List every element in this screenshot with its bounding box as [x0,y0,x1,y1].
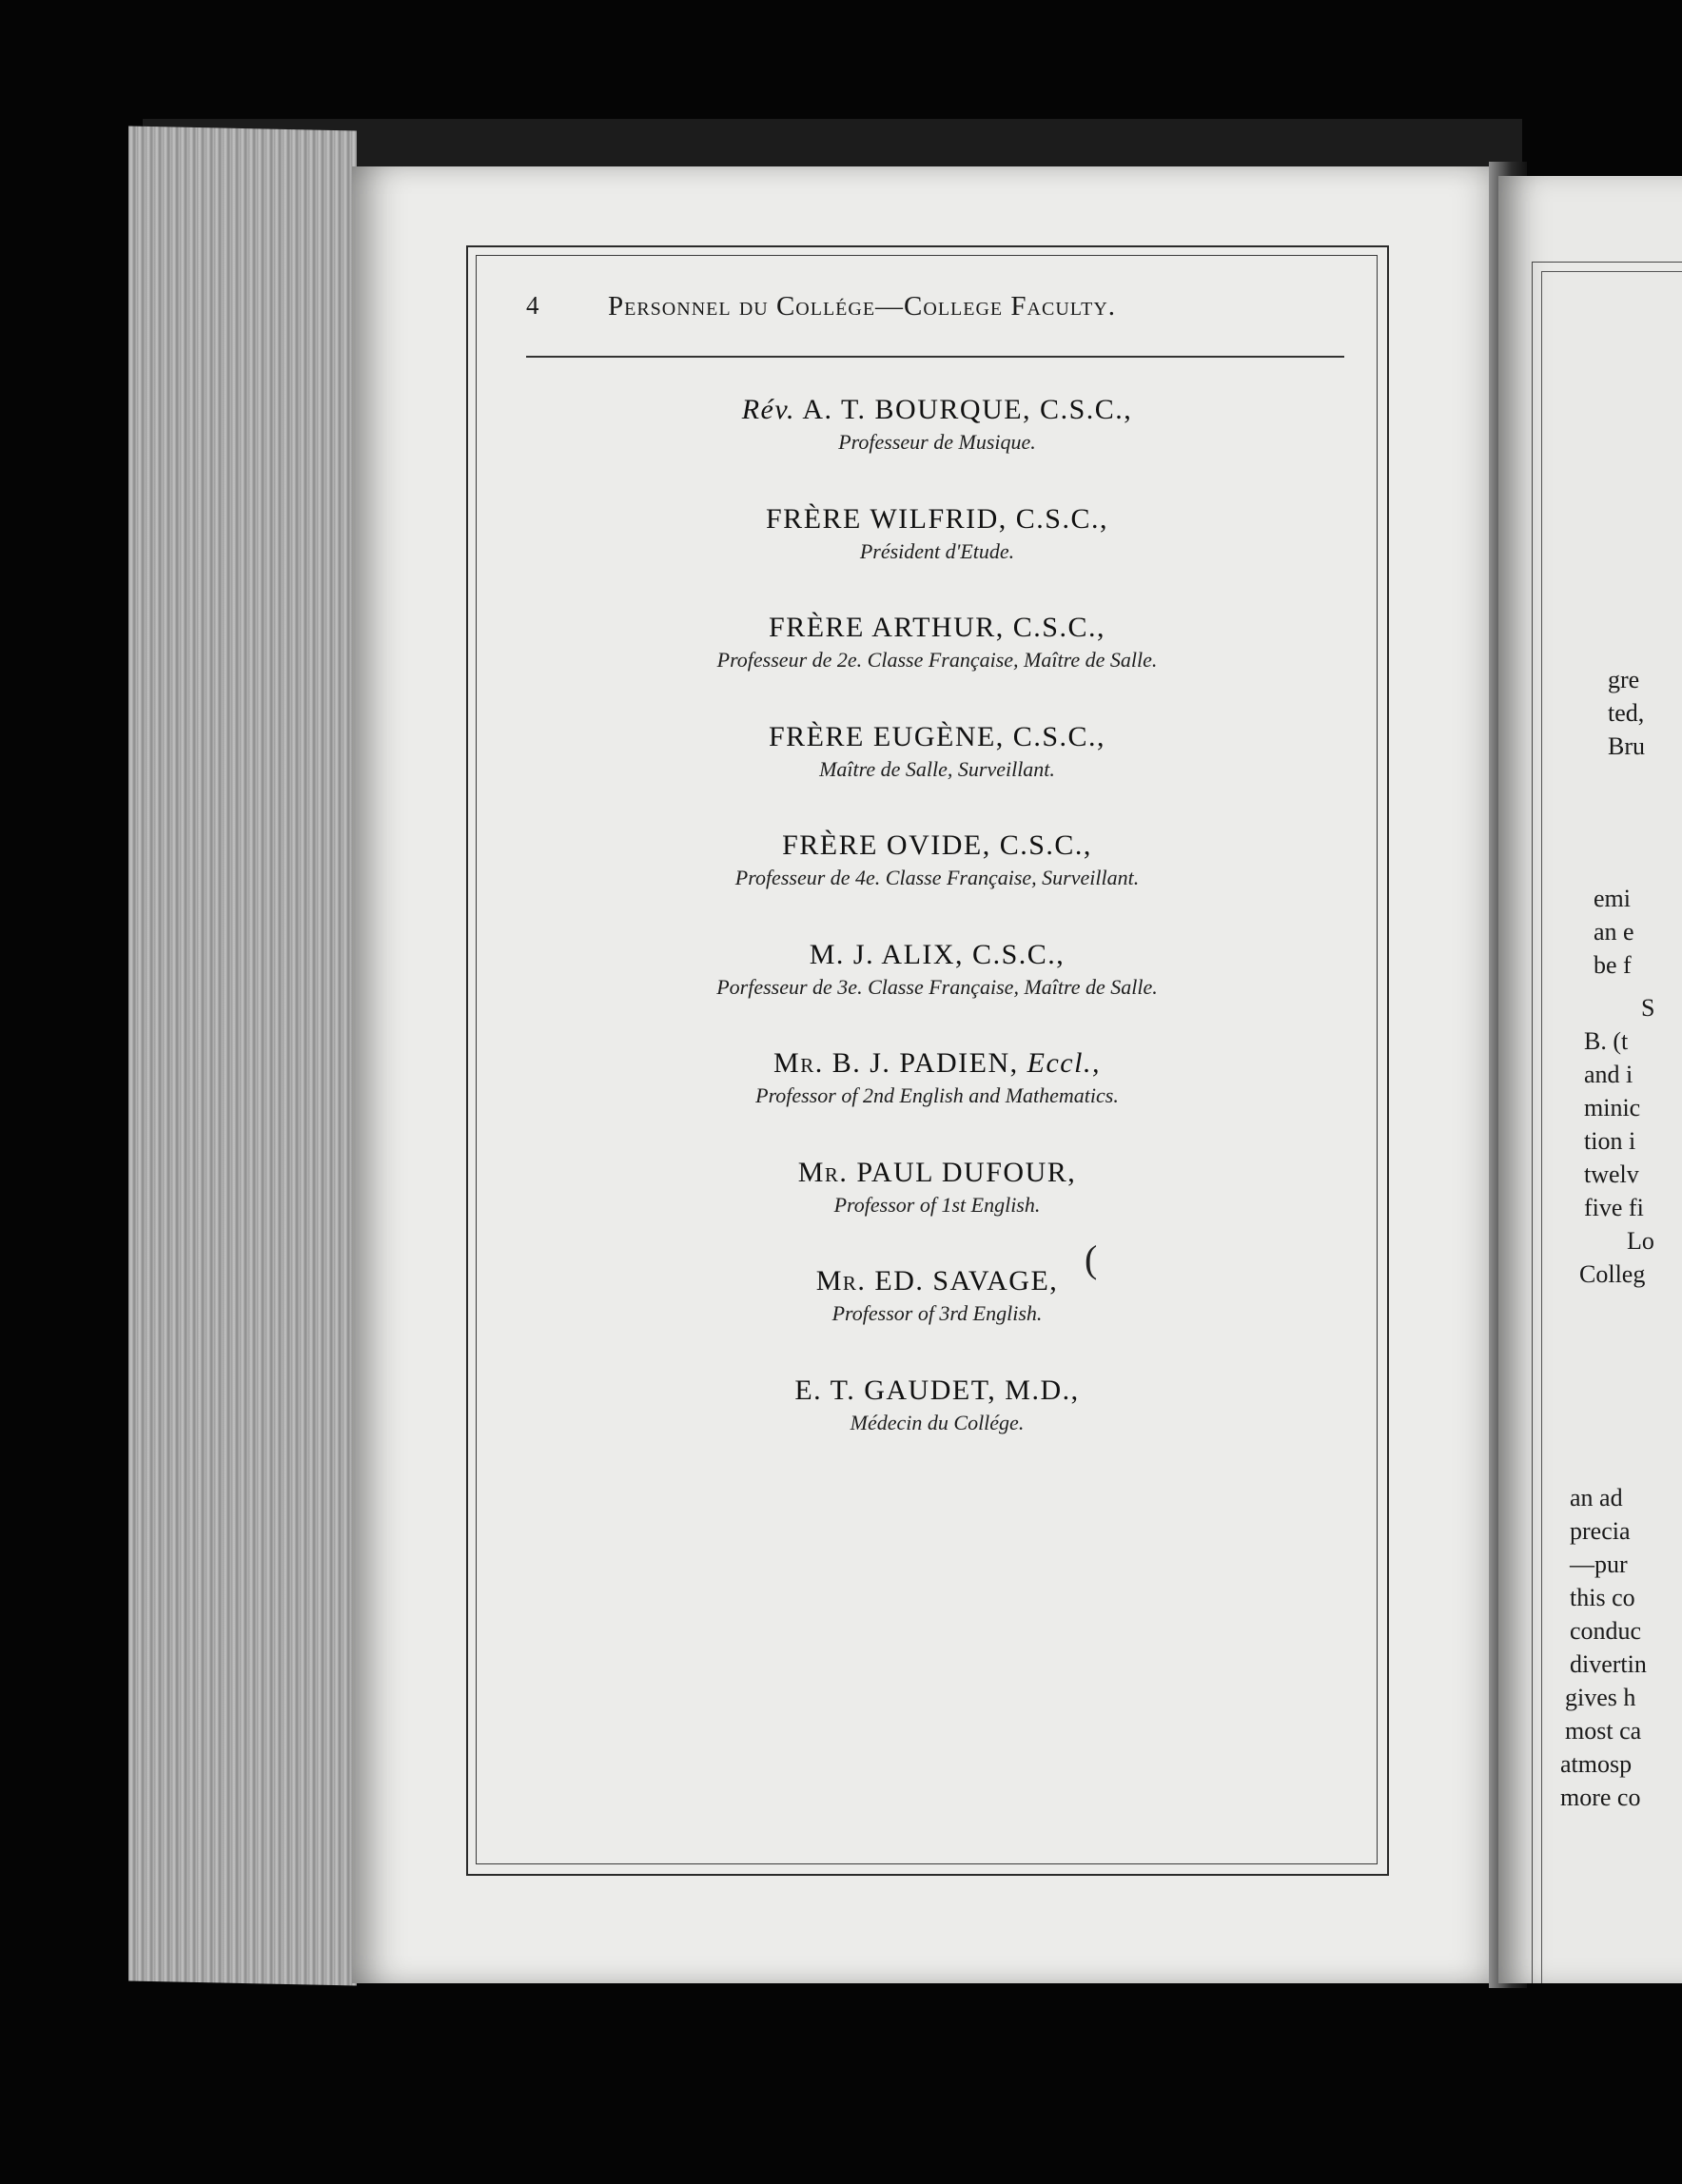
header-rule [526,356,1344,358]
name-text: B. J. PADIEN, [831,1047,1019,1079]
faculty-role: Professor of 2nd English and Mathematics. [755,1083,1119,1107]
right-page-line: B. (t [1584,1027,1629,1055]
right-page-line: twelv [1584,1160,1639,1188]
name-text: FRÈRE OVIDE, C.S.C., [782,829,1092,861]
right-page-line: more co [1560,1784,1641,1811]
page-header [526,291,1344,329]
faculty-role: Maître de Salle, Surveillant. [819,756,1055,781]
faculty-name [533,610,1341,646]
right-page-line: Bru [1608,732,1645,760]
faculty-name [533,937,1341,973]
right-page-line: Colleg [1579,1260,1646,1288]
name-text: FRÈRE ARTHUR, C.S.C., [769,612,1105,643]
name-prefix: Rév. [741,394,795,425]
faculty-role: Président d'Etude. [859,538,1015,563]
right-page-line: an ad [1570,1484,1623,1511]
name-text: ED. SAVAGE, [874,1265,1059,1297]
name-text: PAUL DUFOUR, [856,1156,1077,1188]
faculty-name [533,828,1341,864]
faculty-entry [533,937,1341,1046]
name-text: FRÈRE EUGÈNE, C.S.C., [768,720,1106,752]
right-page-line: emi [1594,885,1631,912]
right-page-line: minic [1584,1094,1641,1121]
name-text: A. T. BOURQUE, C.S.C., [802,394,1133,425]
faculty-role: Professeur de 4e. Classe Française, Surveillant. [734,866,1140,889]
faculty-entry [533,719,1341,829]
faculty-role: Professor of 1st English. [833,1192,1041,1217]
right-page-line: S [1641,994,1655,1022]
right-page-line: tion i [1584,1127,1636,1155]
right-page-line: this co [1570,1584,1635,1611]
faculty-name [533,1155,1341,1191]
right-page-line: gives h [1565,1684,1636,1711]
right-page-line: —pur [1570,1550,1628,1578]
page-number: 4 [526,291,540,320]
running-head: Personnel du Collége—College Faculty. [608,291,1117,322]
faculty-entry [533,392,1341,501]
faculty-name [533,719,1341,755]
page-edges [128,126,357,1985]
right-page-line: atmosp [1560,1750,1633,1778]
faculty-role: Médecin du Collége. [850,1410,1025,1434]
right-page-line: Lo [1627,1227,1654,1255]
right-page-line: an e [1594,918,1634,946]
right-page-line: conduc [1570,1617,1642,1645]
right-page [1498,176,1682,1983]
faculty-name [533,1045,1341,1082]
right-page-line: precia [1570,1517,1631,1545]
right-page-line: ted, [1608,699,1645,727]
faculty-role: Professeur de 2e. Classe Française, Maître de Salle. [716,648,1158,672]
faculty-entry [533,1373,1341,1482]
faculty-name [533,501,1341,537]
faculty-entry [533,1155,1341,1264]
faculty-name [533,1373,1341,1409]
faculty-entry [533,828,1341,937]
ink-mark: ( [1085,1238,1098,1280]
right-page-line: divertin [1570,1650,1647,1678]
right-page-line: five fi [1584,1194,1644,1221]
name-prefix: Mr. [815,1265,867,1297]
faculty-entry [533,610,1341,719]
name-prefix: Mr. [797,1156,849,1188]
faculty-role: Professeur de Musique. [838,430,1036,454]
name-text: E. T. GAUDET, M.D., [794,1374,1080,1406]
right-page-line: gre [1608,666,1640,693]
name-text: FRÈRE WILFRID, C.S.C., [766,502,1108,535]
faculty-entry [533,501,1341,611]
right-page-line: be f [1594,951,1632,979]
name-text: M. J. ALIX, C.S.C., [809,938,1066,970]
faculty-entry [533,1263,1341,1373]
right-page-line: most ca [1565,1717,1642,1745]
faculty-role: Porfesseur de 3e. Classe Française, Maître de Salle. [716,974,1158,999]
faculty-name [533,1263,1341,1299]
name-suffix: Eccl., [1027,1047,1101,1079]
faculty-list [533,392,1341,1481]
faculty-role: Professor of 3rd English. [831,1301,1043,1325]
name-prefix: Mr. [773,1047,824,1079]
right-page-line: and i [1584,1061,1633,1088]
faculty-name [533,392,1341,428]
faculty-entry [533,1045,1341,1155]
